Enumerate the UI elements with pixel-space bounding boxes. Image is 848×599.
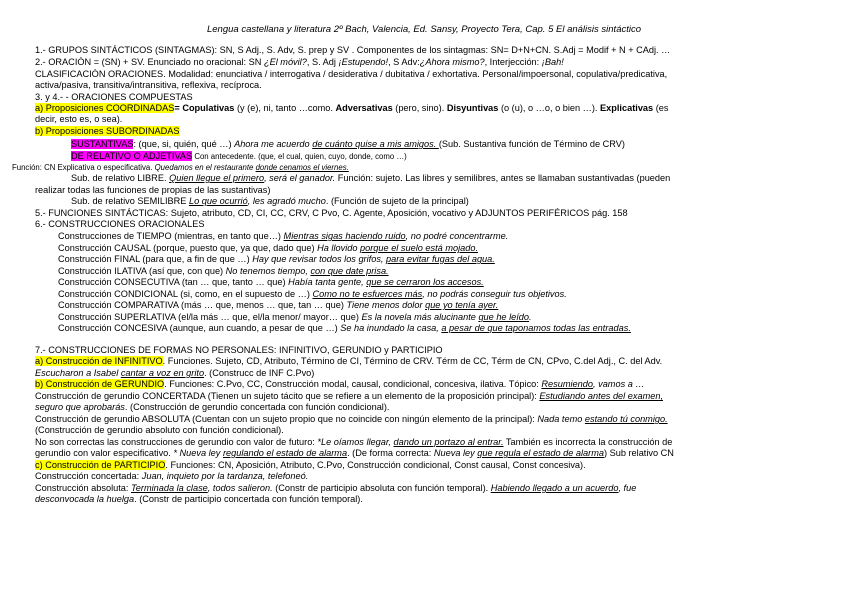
section-no-personales: 7.- CONSTRUCCIONES DE FORMAS NO PERSONALES: INFINITIVO, GERUNDIO y PARTICIPIO bbox=[35, 345, 443, 355]
clasificacion-line-1: CLASIFICACIÓN ORACIONES. Modalidad: enunciativa / interrogativa / desiderativa / dubitativa / exhortativa. Personal/impoersonal, copulativa/predicativa, bbox=[35, 69, 668, 79]
construccion-row: Construcción FINAL (para que, a fin de que …) Hay que revisar todos los grifos, para evitar fugas del agua. bbox=[58, 254, 495, 264]
construccion-row: Construcción CAUSAL (porque, puesto que, ya que, dado que) Ha llovido porque el suelo está mojado. bbox=[58, 243, 479, 253]
gerundio-concertada-line-1: Construcción de gerundio CONCERTADA (Tienen un sujeto tácito que se refiere a un elemento de la proposición principal): Estudiando antes del examen, bbox=[35, 391, 663, 401]
construccion-row: Construcción CONDICIONAL (si, como, en el supuesto de …) Como no te esfuerces más, no podrás conseguir tus objetivos. bbox=[58, 289, 567, 299]
relativo-libre-line-1: Sub. de relativo LIBRE. Quien llegue el primero, será el ganador. Función: sujeto. Las libres y semilibres, antes se llamaban sustantivadas (pueden bbox=[71, 173, 671, 183]
construccion-row: Construcción CONCESIVA (aunque, aun cuando, a pesar de que …) Se ha inundado la casa, a pesar de que taponamos todas las entradas. bbox=[58, 323, 631, 333]
relativo-libre-line-2: realizar todas las funciones de propias de las sustantivas) bbox=[35, 185, 271, 195]
section-grupos-sintacticos: 1.- GRUPOS SINTÁCTICOS (SINTAGMAS): SN, S Adj., S. Adv, S. prep y SV . Componentes de los sintagmas: SN= D+N+CN. S.Adj = Modif + N + CAdj. … bbox=[35, 45, 671, 55]
section-compuestas: 3. y 4.- - ORACIONES COMPUESTAS bbox=[35, 92, 193, 102]
construccion-row: Construcciones de TIEMPO (mientras, en tanto que…) Mientras sigas haciendo ruido, no podré concentrarme. bbox=[58, 231, 509, 241]
gerundio-absoluta-line-1: Construcción de gerundio ABSOLUTA (Cuentan con un sujeto propio que no coincide con ningún elemento de la principal): Nada temo estando tú conmigo. bbox=[35, 414, 668, 424]
construccion-row: Construcción SUPERLATIVA (el/la más … que, el/la menor/ mayor… que) Es la novela más alucinante que he leído. bbox=[58, 312, 532, 322]
gerundio-absoluta-line-2: (Construcción de gerundio absoluto con función condicional). bbox=[35, 425, 284, 435]
coordinadas-line-1: a) Proposiciones COORDINADAS= Copulativas (y (e), ni, tanto …como. Adversativas (pero, sino). Disyuntivas (o (u), o …o, o bien …). Explicativas (es bbox=[35, 103, 669, 113]
participio-concertada-line: Construcción concertada: Juan, inquieto por la tardanza, telefoneó. bbox=[35, 471, 309, 481]
gerundio-line: b) Construcción de GERUNDIO. Funciones: C.Pvo, CC, Construcción modal, causal, condicional, concesiva, ilativa. Tópico: Resumiendo, vamos a … bbox=[35, 379, 645, 389]
coordinadas-line-2: decir, esto es, o sea). bbox=[35, 114, 123, 124]
gerundio-incorrecto-line-1: No son correctas las construcciones de gerundio con valor de futuro: *Le oíamos llegar, dando un portazo al entrar. También es incorrecta la construcción de bbox=[35, 437, 673, 447]
highlight-participio: c) Construcción de PARTICIPIO bbox=[35, 460, 166, 470]
construccion-row: Construcción ILATIVA (así que, con que) No tenemos tiempo, con que date prisa. bbox=[58, 266, 389, 276]
section-construcciones: 6.- CONSTRUCCIONES ORACIONALES bbox=[35, 219, 205, 229]
infinitivo-line-1: a) Construcción de INFINITIVO. Funciones. Sujeto, CD, Atributo, Término de CI, Término de CRV. Térm de CC, Térm de CN, CPvo, C.del Adj., C. del Adv. bbox=[35, 356, 663, 366]
relativo-line: DE RELATIVO O ADJETIVAS Con antecedente. (que, el cual, quien, cuyo, donde, como …) bbox=[71, 151, 407, 161]
highlight-sustantivas: SUSTANTIVAS bbox=[71, 139, 134, 149]
participio-line: c) Construcción de PARTICIPIO. Funciones: CN, Aposición, Atributo, C.Pvo, Construcción condicional, Const causal, Const concesiva). bbox=[35, 460, 586, 470]
clasificacion-line-2: activa/pasiva, transitiva/intransitiva, reflexiva, recíproca. bbox=[35, 80, 262, 90]
highlight-coordinadas: a) Proposiciones COORDINADAS bbox=[35, 103, 175, 113]
highlight-gerundio: b) Construcción de GERUNDIO bbox=[35, 379, 165, 389]
infinitivo-line-2: Escucharon a Isabel cantar a voz en grito. (Construcc de INF C.Pvo) bbox=[35, 368, 315, 378]
subordinadas-heading bbox=[35, 126, 814, 137]
participio-absoluta-line-1: Construcción absoluta: Terminada la clase, todos salieron. (Constr de participio absoluta con función temporal). Habiendo llegado a un acuerdo, fue bbox=[35, 483, 637, 493]
gerundio-incorrecto-line-2: gerundio con valor especificativo. * Nueva ley regulando el estado de alarma. (De forma correcta: Nueva ley que regula el estado de alarma) Sub relativo CN bbox=[35, 448, 674, 458]
section-oracion: 2.- ORACIÓN = (SN) + SV. Enunciado no oracional: SN ¿El móvil?, S. Adj ¡Estupendo!, S Adv:¿Ahora mismo?, Interjección: ¡Bah! bbox=[35, 57, 564, 67]
participio-absoluta-line-2: desconvocada la huelga. (Constr de participio concertada con función temporal). bbox=[35, 494, 363, 504]
highlight-subordinadas: b) Proposiciones SUBORDINADAS bbox=[35, 126, 180, 136]
construccion-row: Construcción COMPARATIVA (más … que, menos … que, tan … que) Tiene menos dolor que yo tenía ayer. bbox=[58, 300, 499, 310]
sustantivas-line: SUSTANTIVAS: (que, si, quién, qué …) Ahora me acuerdo de cuánto quise a mis amigos. (Sub. Sustantiva función de Término de CRV) bbox=[71, 139, 625, 149]
gerundio-concertada-line-2: seguro que aprobarás. (Construcción de gerundio concertada con función condicional). bbox=[35, 402, 390, 412]
highlight-relativo: DE RELATIVO O ADJETIVAS bbox=[71, 151, 193, 161]
section-funciones: 5.- FUNCIONES SINTÁCTICAS: Sujeto, atributo, CD, CI, CC, CRV, C Pvo, C. Agente, Aposición, vocativo y ADJUNTOS PERIFÉRICOS pág. 158 bbox=[35, 208, 628, 218]
funcion-cn-line: Función: CN Explicativa o especificativa. Quedamos en el restaurante donde cenamos el viernes. bbox=[12, 163, 349, 172]
highlight-infinitivo: a) Construcción de INFINITIVO bbox=[35, 356, 163, 366]
construccion-row: Construcción CONSECUTIVA (tan … que, tanto … que) Había tanta gente, que se cerraron los accesos. bbox=[58, 277, 484, 287]
relativo-semilibre-line: Sub. de relativo SEMILIBRE Lo que ocurrió, les agradó mucho. (Función de sujeto de la principal) bbox=[71, 196, 469, 206]
document-title: Lengua castellana y literatura 2º Bach, Valencia, Ed. Sansy, Proyecto Tera, Cap. 5 El análisis sintáctico bbox=[206, 24, 642, 35]
